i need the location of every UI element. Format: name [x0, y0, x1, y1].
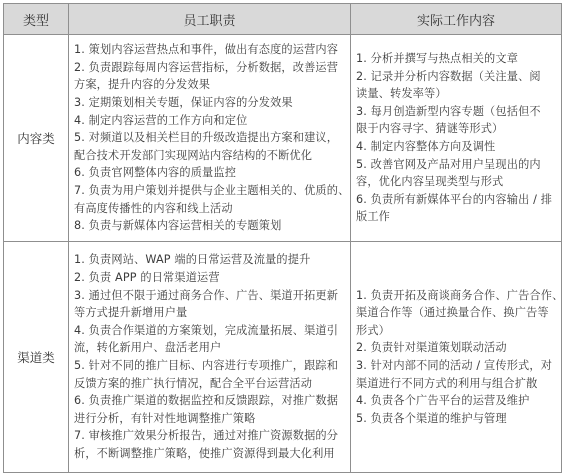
- cell-text-line: 容，优化内容呈现类型与形式: [356, 175, 504, 189]
- cell-text-line: 1. 负责开拓及商谈商务合作、广告合作、: [356, 288, 564, 302]
- table-header-row: [4, 4, 562, 35]
- cell-text-line: 读量、转发率等）: [356, 87, 447, 101]
- cell-text-line: 5. 针对不同的推广目标、内容进行专项推广，跟踪和: [74, 359, 339, 372]
- cell-text-line: 限于内容寻字、猜谜等形式）: [356, 122, 504, 136]
- cell-text-line: 1. 负责网站、WAP 端的日常运营及流量的提升: [74, 253, 311, 267]
- cell-text-line: 7. 审核推广效果分析报告，通过对推广资源数据的分: [74, 429, 339, 443]
- row-duties-cell: [69, 35, 351, 242]
- row-work-cell: [351, 242, 562, 473]
- cell-text-line: 1. 策划内容运营热点和事件，做出有态度的运营内容: [74, 43, 339, 57]
- cell-text-line: 配合技术开发部门实现网站内容结构的不断优化: [74, 148, 313, 162]
- cell-text-line: 等方式提升新增用户量: [74, 306, 188, 320]
- cell-text-line: 8. 负责与新媒体内容运营相关的专题策划: [74, 219, 282, 233]
- cell-text-line: 渠道进行不同方式的利用与组合扩散: [356, 376, 538, 390]
- cell-text-line: 3. 针对内部不同的活动 / 宣传形式，对: [356, 359, 553, 372]
- cell-text-line: 6. 负责推广渠道的数据监控和反馈跟踪，对推广数据: [74, 394, 339, 408]
- cell-text-line: 2. 负责跟踪每周内容运营指标，分析数据，改善运营: [74, 60, 339, 74]
- cell-text-line: 2. 负责 APP 的日常渠道运营: [74, 271, 220, 285]
- table-row: [4, 35, 562, 242]
- cell-text-line: 4. 制定内容整体方向及调性: [356, 140, 496, 153]
- cell-text-line: 6. 负责所有新媒体平台的内容输出 / 排: [356, 192, 553, 206]
- header-work: 实际工作内容: [351, 4, 562, 35]
- cell-text-line: 渠道合作等（通过换量合作、换广告等: [356, 306, 549, 320]
- cell-text-line: 反馈方案的推广执行情况，配合全平台运营活动: [74, 376, 313, 390]
- cell-text-line: 方案，提升内容的分发效果: [74, 78, 211, 92]
- cell-text-line: 版工作: [356, 210, 391, 224]
- row-work-cell: [351, 35, 562, 242]
- row-type-channel: 渠道类: [4, 242, 69, 473]
- cell-text-line: 5. 对频道以及相关栏目的升级改造提出方案和建议，: [74, 131, 339, 145]
- cell-text-line: 3. 通过但不限于通过商务合作、广告、渠道开拓更新: [74, 288, 339, 302]
- cell-text-line: 3. 每月创造新型内容专题（包括但不: [356, 104, 541, 118]
- row-duties-cell: [69, 242, 351, 473]
- row-type-content: 内容类: [4, 35, 69, 242]
- cell-text-line: 4. 负责各个广告平台的运营及维护: [356, 394, 530, 408]
- cell-text-line: 5. 改善官网及产品对用户呈现出的内: [356, 157, 541, 171]
- cell-text-line: 析，不断调整推广策略，使推广资源得到最大化利用: [74, 446, 335, 460]
- cell-text-line: 6. 负责官网整体内容的质量监控: [74, 166, 237, 180]
- cell-text-line: 5. 负责各个渠道的维护与管理: [356, 411, 507, 425]
- cell-text-line: 进行分析，有针对性地调整推广策略: [74, 411, 256, 425]
- responsibilities-table: [3, 3, 562, 473]
- cell-text-line: 1. 分析并撰写与热点相关的文章: [356, 52, 519, 66]
- cell-text-line: 有高度传播性的内容和线上活动: [74, 201, 233, 215]
- cell-text-line: 2. 负责针对渠道策划联动活动: [356, 341, 507, 355]
- cell-text-line: 3. 定期策划相关专题，保证内容的分发效果: [74, 96, 293, 110]
- responsibilities-table-wrapper: [3, 3, 564, 471]
- table-row: [4, 242, 562, 473]
- cell-text-line: 2. 记录并分析内容数据（关注量、阅: [356, 69, 541, 83]
- cell-text-line: 形式）: [356, 323, 391, 337]
- cell-text-line: 4. 制定内容运营的工作方向和定位: [74, 113, 248, 127]
- cell-text-line: 7. 负责为用户策划并提供与企业主题相关的、优质的、: [74, 183, 350, 197]
- header-duties: 员工职责: [69, 4, 351, 35]
- cell-text-line: 4. 负责合作渠道的方案策划，完成流量拓展、渠道引: [74, 323, 339, 337]
- header-type: 类型: [4, 4, 69, 35]
- cell-text-line: 流，转化新用户、盘活老用户: [74, 341, 222, 355]
